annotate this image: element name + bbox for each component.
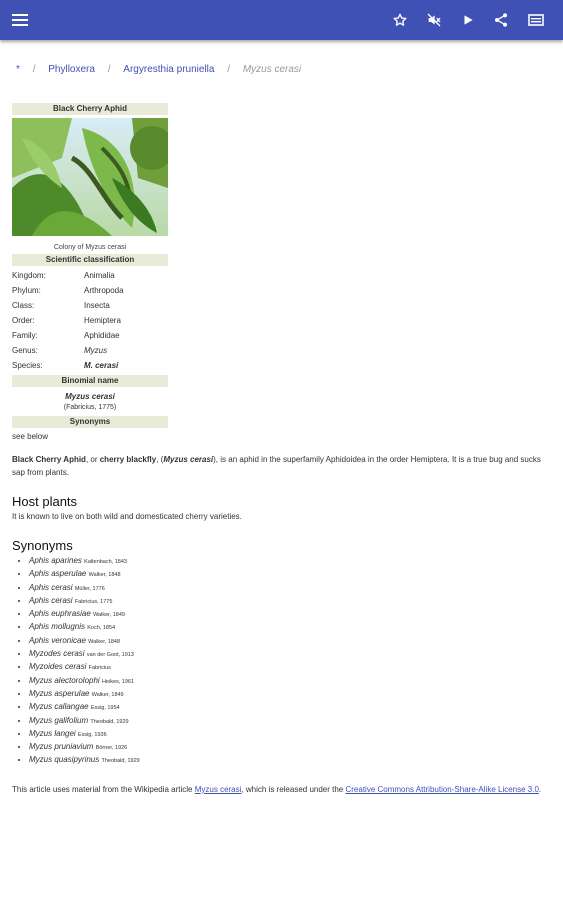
synonym-name: Myzus langei [29,728,76,738]
row-value[interactable]: Insecta [84,301,110,310]
synonym-name: Myzus quasipyrinus [29,755,100,765]
breadcrumb-item-phylloxera[interactable]: Phylloxera [48,64,95,75]
list-item [29,607,548,620]
list-item [29,581,548,594]
synonym-name: Aphis aparines [29,556,82,565]
row-value[interactable]: Hemiptera [84,316,121,325]
synonym-name: Aphis cerasi [29,595,73,605]
breadcrumb-home[interactable]: * [16,64,20,75]
row-key: Kingdom: [12,271,46,280]
synonym-author: Walker, 1849 [93,612,125,619]
list-item [29,634,548,647]
infobox-binomial-header: Binomial name [12,375,168,387]
hamburger-menu-icon[interactable] [8,8,32,32]
host-plants-text: It is known to live on both wild and domesticated cherry varieties. [12,512,242,521]
row-key: Order: [12,316,35,325]
text-fragment: . [538,784,542,794]
text-fragment: , which is released under the [241,784,346,794]
list-item [29,700,548,713]
synonyms-heading: Synonyms [12,538,73,553]
breadcrumb-current: Myzus cerasi [242,64,302,75]
list-item [29,620,548,633]
common-name-2: cherry blackfly [99,455,157,464]
list-item [29,727,548,740]
star-icon[interactable] [388,8,412,32]
synonym-author: Fabricius [88,665,111,672]
classification-row [12,358,168,373]
synonym-author: Walker, 1848 [88,572,121,579]
synonym-author: Börner, 1926 [95,745,128,752]
list-item [29,567,548,580]
breadcrumb-separator: / [32,64,36,75]
list-item [29,740,548,753]
synonym-author: Koch, 1854 [87,625,116,632]
breadcrumb [16,64,301,75]
synonym-author: Walker, 1848 [88,638,121,645]
synonym-name: Myzus alectorolophi [29,675,100,685]
synonym-author: Heikes, 1961 [101,678,135,685]
synonym-name: Myzoides cerasi [29,662,87,672]
classification-row [12,343,168,358]
wikipedia-article-link[interactable]: Myzus cerasi [194,784,242,794]
list-item [29,660,548,673]
infobox-caption: Colony of Myzus cerasi [53,244,127,251]
row-key: Species: [12,361,43,370]
synonym-author: Walker, 1849 [91,691,124,698]
row-value[interactable]: Aphididae [84,331,120,340]
share-icon[interactable] [489,8,513,32]
play-icon[interactable] [456,8,480,32]
text-fragment: ), is an aphid in the superfamily Aphidoidea in the order Hemiptera. It is a true bug and sucks sap from plants. [12,455,541,477]
synonym-name: Myzus callangae [29,702,89,712]
row-key: Genus: [12,346,38,355]
text-fragment: , ( [156,455,164,464]
synonym-name: Aphis cerasi [29,582,73,592]
list-item [29,554,548,567]
synonym-name: Myzus galifolium [29,715,89,725]
infobox-title: Black Cherry Aphid [12,103,168,115]
synonym-author: Essig, 1954 [90,705,120,712]
row-value[interactable]: Arthropoda [84,286,124,295]
text-size-icon[interactable] [524,8,548,32]
list-item [29,714,548,727]
synonym-author: Fabricius, 1775 [74,598,113,605]
infobox-synonyms-header: Synonyms [12,416,168,428]
binomial-authority: (Fabricius, 1775) [63,404,117,411]
text-fragment: , or [85,455,100,464]
classification-row [12,268,168,283]
row-value[interactable]: Myzus [84,346,108,355]
infobox [12,103,168,443]
common-name-1: Black Cherry Aphid [12,455,86,464]
synonym-name: Aphis asperulae [29,569,87,579]
synonym-author: van der Goot, 1913 [86,652,134,659]
breadcrumb-separator: / [227,64,231,75]
synonyms-note: see below [12,432,49,441]
synonym-name: Myzus pruniavium [29,742,94,752]
classification-row [12,283,168,298]
synonyms-list [12,554,548,767]
list-item [29,687,548,700]
row-key: Family: [12,331,38,340]
list-item [29,753,548,766]
host-plants-heading: Host plants [12,494,78,509]
classification-row [12,313,168,328]
synonym-author: Essig, 1936 [77,731,107,738]
attribution-footer [12,783,548,796]
row-key: Class: [12,301,35,310]
row-key: Phylum: [12,286,41,295]
synonym-name: Myzus asperulae [29,688,90,698]
synonym-name: Myzodes cerasi [29,649,85,659]
scientific-name: Myzus cerasi [163,455,214,464]
row-value[interactable]: Animalia [84,271,115,280]
synonym-author: Kaltenbach, 1843 [84,559,127,565]
infobox-image[interactable] [12,118,168,236]
mute-icon[interactable] [422,8,446,32]
classification-row [12,298,168,313]
license-link[interactable]: Creative Commons Attribution-Share-Alike License 3.0 [345,784,539,794]
row-value: M. cerasi [84,361,119,370]
binomial-name: Myzus cerasi [65,392,115,401]
breadcrumb-item-argyresthia[interactable]: Argyresthia pruniella [123,64,215,75]
list-item [29,647,548,660]
intro-paragraph [12,453,548,479]
synonym-name: Aphis veronicae [29,635,86,645]
synonym-author: Müller, 1776 [74,585,105,592]
list-item [29,594,548,607]
synonym-name: Aphis euphrasiae [29,609,91,619]
list-item [29,674,548,687]
classification-row [12,328,168,343]
infobox-classification-header: Scientific classification [12,254,168,266]
article-body [12,453,548,796]
breadcrumb-separator: / [107,64,111,75]
synonym-name: Aphis mollugnis [29,622,86,632]
synonym-author: Theobald, 1929 [90,718,129,725]
text-fragment: This article uses material from the Wikipedia article [12,784,195,794]
app-toolbar [0,0,563,40]
synonym-author: Theobald, 1929 [101,758,140,765]
